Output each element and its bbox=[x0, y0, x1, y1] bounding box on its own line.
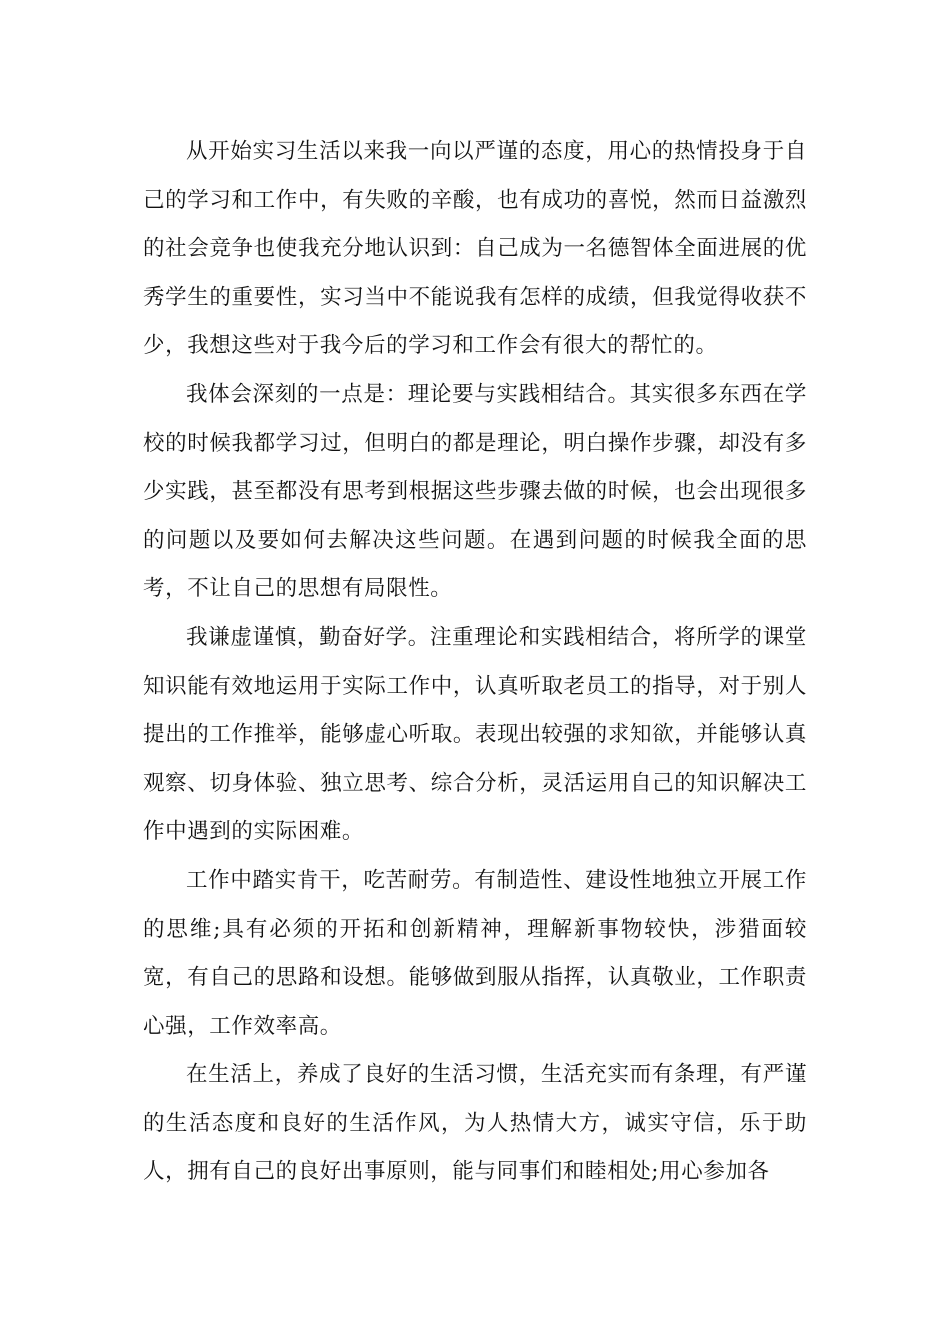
paragraph-theory-practice: 我体会深刻的一点是：理论要与实践相结合。其实很多东西在学校的时候我都学习过，但明白的都是理论，明白操作步骤，却没有多少实践，甚至都没有思考到根据这些步骤去做的时候，也会出现很多的问题以及要如何去解决这些问题。在遇到问题的时候我全面的思考，不让自己的思想有局限性。 bbox=[143, 381, 807, 602]
paragraph-internship-attitude: 从开始实习生活以来我一向以严谨的态度，用心的热情投身于自己的学习和工作中，有失败的辛酸，也有成功的喜悦，然而日益激烈的社会竞争也使我充分地认识到：自己成为一名德智体全面进展的优秀学生的重要性，实习当中不能说我有怎样的成绩，但我觉得收获不少，我想这些对于我今后的学习和工作会有很大的帮忙的。 bbox=[143, 139, 807, 359]
paragraph-modest-diligent: 我谦虚谨慎，勤奋好学。注重理论和实践相结合，将所学的课堂知识能有效地运用于实际工作中，认真听取老员工的指导，对于别人提出的工作推举，能够虚心听取。表现出较强的求知欲，并能够认真观察、切身体验、独立思考、综合分析，灵活运用自己的知识解决工作中遇到的实际困难。 bbox=[143, 624, 807, 845]
document-page bbox=[143, 128, 807, 1197]
paragraph-life-habits: 在生活上，养成了良好的生活习惯，生活充实而有条理，有严谨的生活态度和良好的生活作风，为人热情大方，诚实守信，乐于助人，拥有自己的良好出事原则，能与同事们和睦相处;用心参加各 bbox=[143, 1062, 807, 1185]
paragraph-hardworking: 工作中踏实肯干，吃苦耐劳。有制造性、建设性地独立开展工作的思维;具有必须的开拓和创新精神，理解新事物较快，涉猎面较宽，有自己的思路和设想。能够做到服从指挥，认真敬业，工作职责心强，工作效率高。 bbox=[143, 867, 807, 1039]
